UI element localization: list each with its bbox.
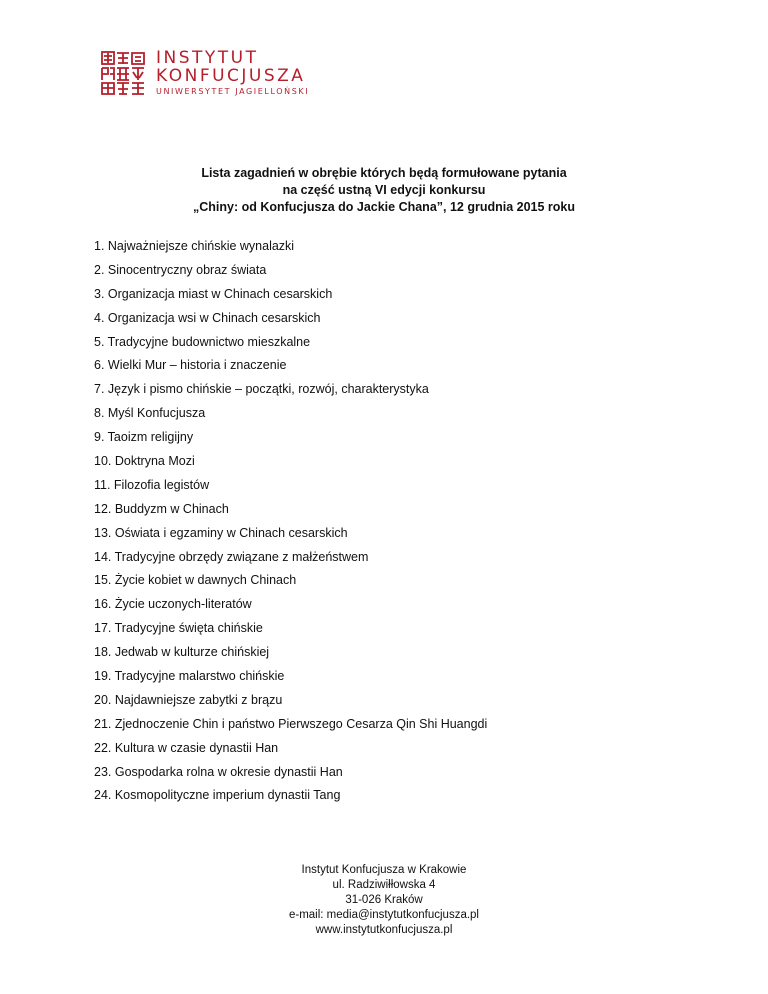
list-item: 24. Kosmopolityczne imperium dynastii Tang bbox=[94, 788, 341, 803]
list-item: 6. Wielki Mur – historia i znaczenie bbox=[94, 358, 287, 373]
list-item: 11. Filozofia legistów bbox=[94, 477, 210, 492]
list-item: 23. Gospodarka rolna w okresie dynastii Han bbox=[94, 764, 343, 779]
chinese-seal-icon bbox=[100, 50, 146, 96]
contact-footer bbox=[0, 863, 768, 938]
list-item: 7. Język i pismo chińskie – początki, rozwój, charakterystyka bbox=[94, 382, 429, 397]
heading-line-1: Lista zagadnień w obrębie których będą formułowane pytania bbox=[201, 166, 567, 180]
list-item: 22. Kultura w czasie dynastii Han bbox=[94, 740, 279, 755]
institute-logo bbox=[100, 50, 340, 100]
list-item: 2. Sinocentryczny obraz świata bbox=[94, 262, 267, 277]
footer-postcode-city: 31-026 Kraków bbox=[345, 894, 423, 906]
list-item: 21. Zjednoczenie Chin i państwo Pierwszego Cesarza Qin Shi Huangdi bbox=[94, 716, 488, 731]
footer-street: ul. Radziwiłłowska 4 bbox=[332, 879, 436, 891]
heading-line-3: „Chiny: od Konfucjusza do Jackie Chana”, 12 grudnia 2015 roku bbox=[192, 200, 576, 214]
document-heading bbox=[0, 165, 768, 216]
list-item: 18. Jedwab w kulturze chińskiej bbox=[94, 645, 270, 660]
topic-list bbox=[94, 238, 487, 811]
list-item: 12. Buddyzm w Chinach bbox=[94, 501, 229, 516]
list-item: 1. Najważniejsze chińskie wynalazki bbox=[94, 239, 295, 253]
list-item: 9. Taoizm religijny bbox=[94, 430, 194, 445]
list-item: 8. Myśl Konfucjusza bbox=[94, 406, 206, 421]
footer-website: www.instytutkonfucjusza.pl bbox=[315, 924, 453, 936]
list-item: 16. Życie uczonych-literatów bbox=[94, 597, 252, 612]
list-item: 10. Doktryna Mozi bbox=[94, 454, 195, 469]
list-item: 17. Tradycyjne święta chińskie bbox=[94, 621, 263, 636]
logo-line-institute: INSTYTUT bbox=[156, 48, 259, 68]
heading-line-2: na część ustną VI edycji konkursu bbox=[282, 183, 486, 197]
footer-email: e-mail: media@instytutkonfucjusza.pl bbox=[288, 909, 479, 921]
logo-wordmark bbox=[156, 49, 309, 98]
list-item: 13. Oświata i egzaminy w Chinach cesarskich bbox=[94, 525, 348, 540]
list-item: 20. Najdawniejsze zabytki z brązu bbox=[94, 692, 283, 707]
logo-line-confucius: KONFUCJUSZA bbox=[156, 66, 306, 86]
list-item: 15. Życie kobiet w dawnych Chinach bbox=[94, 573, 297, 588]
list-item: 3. Organizacja miast w Chinach cesarskich bbox=[94, 286, 333, 301]
list-item: 4. Organizacja wsi w Chinach cesarskich bbox=[94, 310, 321, 325]
list-item: 14. Tradycyjne obrzędy związane z małżeństwem bbox=[94, 549, 369, 564]
list-item: 19. Tradycyjne malarstwo chińskie bbox=[94, 669, 285, 684]
list-item: 5. Tradycyjne budownictwo mieszkalne bbox=[94, 334, 311, 349]
footer-institute-name: Instytut Konfucjusza w Krakowie bbox=[301, 864, 467, 876]
logo-line-university: UNIWERSYTET JAGIELLOŃSKI bbox=[156, 87, 310, 96]
